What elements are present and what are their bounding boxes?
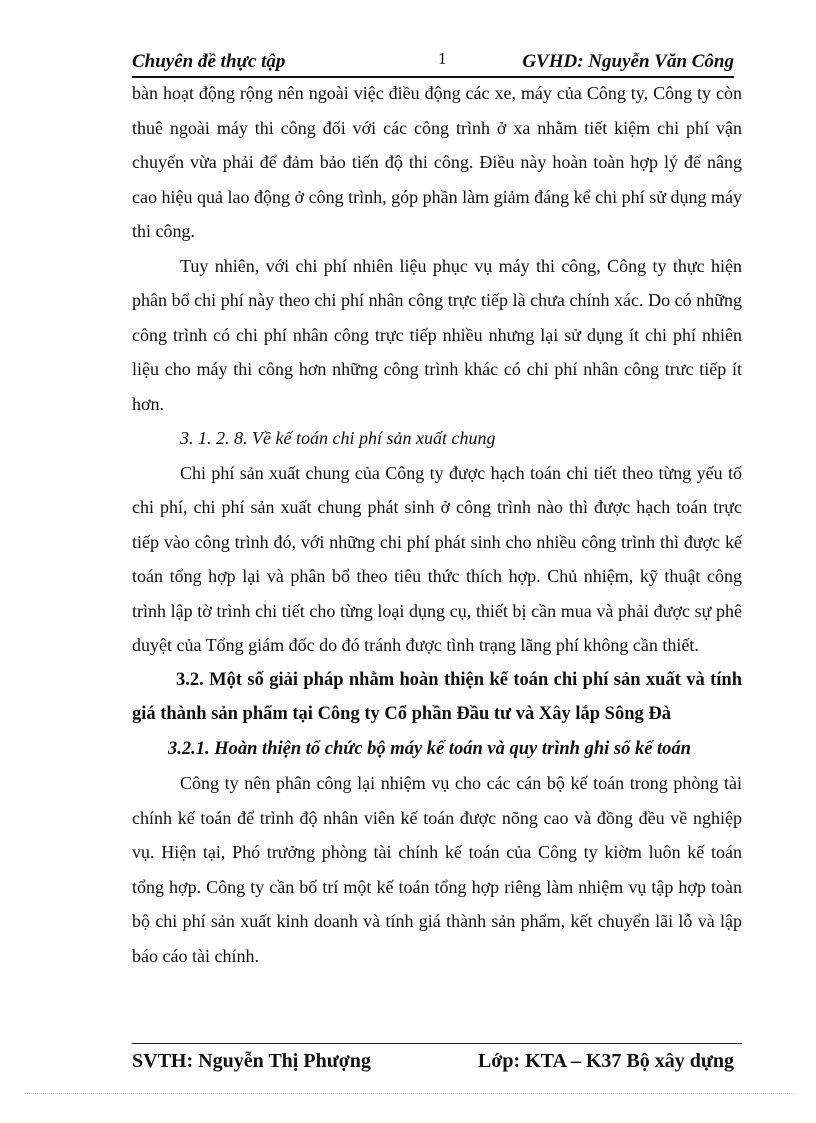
paragraph-accounting-staff: Công ty nên phân công lại nhiệm vụ cho các cán bộ kế toán trong phòng tài chính kế toán để trình độ nhân viên kế toán được nõng cao và đồng đều về nghiệp vụ. Hiện tại, Phó trưởng phòng tài chính kế toán của Công ty kiờm luôn kế toán tổng hợp. Công ty cần bố trí một kế toán tổng hợp riêng làm nhiệm vụ tập hợp toàn bộ chi phí sản xuất kinh doanh và tính giá thành sản phẩm, kết chuyển lãi lỗ và lập báo cáo tài chính. [132, 773, 742, 966]
paragraph-fuel-cost: Tuy nhiên, với chi phí nhiên liệu phục vụ máy thi công, Công ty thực hiện phân bổ chi phí này theo chi phí nhân công trực tiếp là chưa chính xác. Do có những công trình có chi phí nhân công trực tiếp nhiều nhưng lại sử dụng ít chi phí nhiên liệu cho máy thi công hơn những công trình khác có chi phí nhân công trưc tiếp ít hơn. [132, 255, 742, 414]
section-heading-3-2: 3.2. Một số giải pháp nhằm hoàn thiện kế toán chi phí sản xuất và tính giá thành sản phẩm tại Công ty Cổ phần Đầu tư và Xây lắp Sông Đà [132, 669, 742, 724]
header-title: Chuyên đề thực tập [132, 51, 286, 72]
page-footer [132, 1043, 742, 1076]
paragraph-general-production-cost: Chi phí sản xuất chung của Công ty được hạch toán chi tiết theo từng yếu tố chi phí, chi phí sản xuất chung phát sinh ở công trình nào thì được hạch toán trực tiếp vào công trình đó, với những chi phí phát sinh cho nhiều công trình thì được kế toán tổng hợp lại và phân bổ theo tiêu thức thích hợp. Chủ nhiệm, kỹ thuật công trình lập tờ trình chi tiết cho từng loại dụng cụ, thiết bị cần mua và phải được sự phê duyệt của Tổng giám đốc do đó tránh được tình trạng lãng phí không cần thiết. [132, 462, 742, 655]
page-edge-divider [24, 1093, 794, 1094]
page-header [132, 48, 734, 78]
footer-student: SVTH: Nguyễn Thị Phượng [132, 1050, 371, 1072]
section-heading-3-2-1: 3.2.1. Hoàn thiện tổ chức bộ máy kế toán và quy trình ghi sổ kế toán [168, 738, 691, 759]
paragraph-continued: bàn hoạt động rộng nên ngoài việc điều động các xe, máy của Công ty, Công ty còn thuê ngoài máy thi công đối với các công trình ở xa nhằm tiết kiệm chi phí vận chuyển vừa phải để đảm bảo tiến độ thi công. Điều này hoàn toàn hợp lý để nâng cao hiệu quả lao động ở công trình, góp phần làm giảm đáng kể chi phí sử dụng máy thi công. [132, 83, 742, 241]
page-number: 1 [438, 49, 447, 68]
subsection-heading-3-1-2-8: 3. 1. 2. 8. Về kế toán chi phí sản xuất chung [180, 428, 496, 448]
page-body [132, 76, 742, 973]
header-supervisor: GVHD: Nguyễn Văn Công [522, 51, 734, 72]
footer-class: Lớp: KTA – K37 Bộ xây dựng [477, 1050, 734, 1072]
